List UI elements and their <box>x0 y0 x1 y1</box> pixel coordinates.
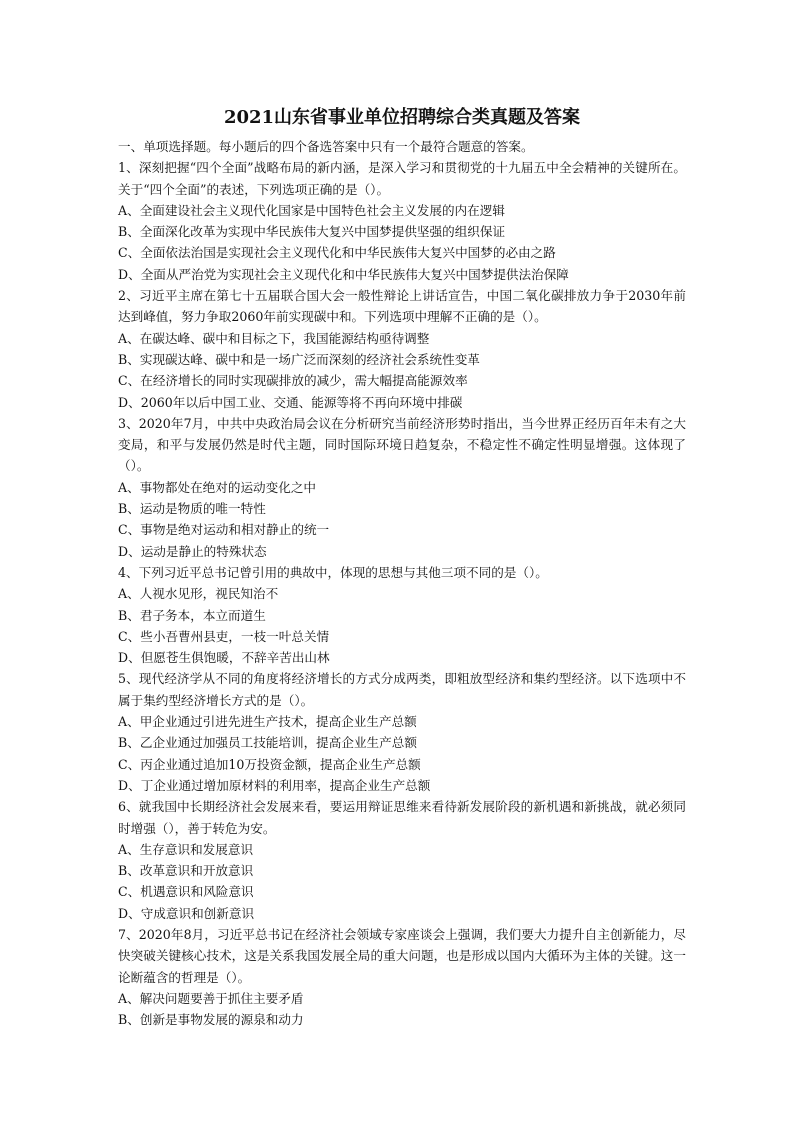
question-block <box>118 924 686 1030</box>
question-stem: 6、就我国中长期经济社会发展来看，要运用辩证思维来看待新发展阶段的新机遇和新挑战，就必须同时增强（），善于转危为安。 <box>118 799 686 836</box>
answer-option: A、人视水见形，视民知治不 <box>118 586 279 602</box>
question-block <box>118 157 686 285</box>
answer-option: D、守成意识和创新意识 <box>118 905 255 921</box>
answer-option: C、事物是绝对运动和相对静止的统一 <box>118 522 330 538</box>
answer-option: B、君子务本，本立而道生 <box>118 607 266 623</box>
answer-option: B、创新是事物发展的源泉和动力 <box>118 1012 304 1028</box>
answer-option: D、2060年以后中国工业、交通、能源等将不再向环境中排碳 <box>118 394 463 410</box>
question-stem: 3、2020年7月，中共中央政治局会议在分析研究当前经济形势时指出，当今世界正经历百年未有之大变局，和平与发展仍然是时代主题，同时国际环境日趋复杂，不稳定性不确定性明显增强。这体现了（）。 <box>118 415 686 474</box>
answer-option: D、但愿苍生俱饱暖，不辞辛苦出山林 <box>118 650 330 666</box>
answer-option: C、机遇意识和风险意识 <box>118 884 254 900</box>
answer-option: A、事物都处在绝对的运动变化之中 <box>118 479 317 495</box>
answer-option: B、乙企业通过加强员工技能培训，提高企业生产总额 <box>118 735 417 751</box>
question-stem: 4、下列习近平总书记曾引用的典故中，体现的思想与其他三项不同的是（）。 <box>118 564 548 580</box>
answer-option: D、运动是静止的特殊状态 <box>118 543 267 559</box>
question-stem: 7、2020年8月，习近平总书记在经济社会领域专家座谈会上强调，我们要大力提升自主创新能力，尽快突破关键核心技术，这是关系我国发展全局的重大问题，也是形成以国内大循环为主体的关键。这一论断蕴含的哲理是（）。 <box>118 926 686 985</box>
answer-option: A、甲企业通过引进先进生产技术，提高企业生产总额 <box>118 714 417 730</box>
document-page <box>118 106 686 1030</box>
answer-option: C、在经济增长的同时实现碳排放的减少，需大幅提高能源效率 <box>118 373 468 389</box>
document-title: 2021山东省事业单位招聘综合类真题及答案 <box>223 107 581 128</box>
question-list <box>118 157 686 1030</box>
question-stem: 5、现代经济学从不同的角度将经济增长的方式分成两类，即粗放型经济和集约型经济。以下选项中不属于集约型经济增长方式的是（）。 <box>118 671 686 708</box>
question-stem: 2、习近平主席在第七十五届联合国大会一般性辩论上讲话宣告，中国二氧化碳排放力争于2030年前达到峰值，努力争取2060年前实现碳中和。下列选项中理解不正确的是（）。 <box>118 288 686 325</box>
section-intro: 一、单项选择题。每小题后的四个备选答案中只有一个最符合题意的答案。 <box>118 139 534 154</box>
question-block <box>118 796 686 924</box>
question-block <box>118 413 686 562</box>
answer-option: A、解决问题要善于抓住主要矛盾 <box>118 990 304 1006</box>
answer-option: D、丁企业通过增加原材料的利用率，提高企业生产总额 <box>118 777 431 793</box>
answer-option: C、些小吾曹州县吏，一枝一叶总关情 <box>118 628 330 644</box>
answer-option: D、全面从严治党为实现社会主义现代化和中华民族伟大复兴中国梦提供法治保障 <box>118 266 569 282</box>
answer-option: C、丙企业通过追加10万投资金额，提高企业生产总额 <box>118 756 421 772</box>
answer-option: B、全面深化改革为实现中华民族伟大复兴中国梦提供坚强的组织保证 <box>118 224 506 240</box>
answer-option: A、全面建设社会主义现代化国家是中国特色社会主义发展的内在逻辑 <box>118 202 505 218</box>
question-block <box>118 562 686 668</box>
answer-option: B、运动是物质的唯一特性 <box>118 501 266 517</box>
answer-option: B、实现碳达峰、碳中和是一场广泛而深刻的经济社会系统性变革 <box>118 351 480 367</box>
question-block <box>118 285 686 413</box>
answer-option: A、生存意识和发展意识 <box>118 841 254 857</box>
question-block <box>118 668 686 796</box>
question-stem: 1、深刻把握“四个全面”战略布局的新内涵，是深入学习和贯彻党的十九届五中全会精神的关键所在。关于“四个全面”的表述，下列选项正确的是（）。 <box>118 160 686 197</box>
answer-option: B、改革意识和开放意识 <box>118 863 254 879</box>
answer-option: C、全面依法治国是实现社会主义现代化和中华民族伟大复兴中国梦的必由之路 <box>118 245 556 261</box>
answer-option: A、在碳达峰、碳中和目标之下，我国能源结构亟待调整 <box>118 330 430 346</box>
